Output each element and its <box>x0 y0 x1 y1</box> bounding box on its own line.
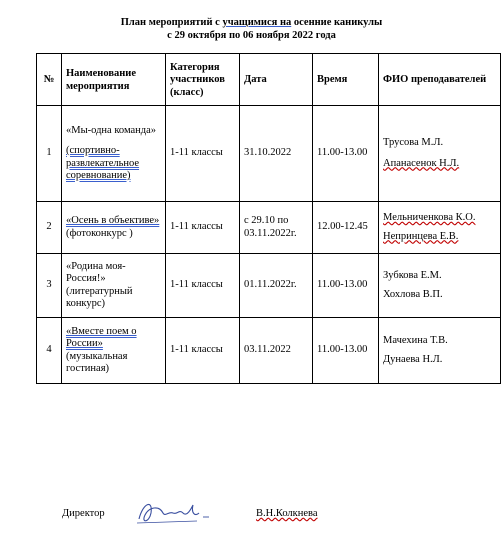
teachers-cell <box>379 202 501 254</box>
time-cell: 11.00-13.00 <box>313 254 379 318</box>
event-name: «Родина моя-Россия!» <box>66 260 126 284</box>
teacher-name: Непринцева Е.В. <box>383 230 459 242</box>
header-date: Дата <box>240 54 313 106</box>
teachers-cell <box>379 318 501 384</box>
event-note: (музыкальная гостиная) <box>66 350 128 374</box>
time-cell: 11.00-13.00 <box>313 106 379 202</box>
director-name-text: В.Н.Колкнева <box>256 508 318 519</box>
header-name: Наименование мероприятия <box>62 54 166 106</box>
event-name-cell <box>62 106 166 202</box>
date-cell: 01.11.2022г. <box>240 254 313 318</box>
time-cell: 12.00-12.45 <box>313 202 379 254</box>
row-num: 1 <box>37 106 62 202</box>
event-note: (спортивно-развлекательное соревнование) <box>66 145 140 181</box>
header-category: Категория участников (класс) <box>166 54 240 106</box>
title-text-underlined: учащимися на <box>222 17 292 28</box>
row-num: 4 <box>37 318 62 384</box>
director-label: Директор <box>62 508 105 519</box>
event-name: «Мы-одна команда» <box>66 124 157 136</box>
teacher-name: Трусова М.Л. <box>383 137 444 148</box>
event-name-cell <box>62 254 166 318</box>
event-name: «Вместе поем о России» <box>66 325 137 349</box>
table-row <box>37 202 501 254</box>
row-num: 3 <box>37 254 62 318</box>
header-teachers: ФИО преподавателей <box>379 54 501 106</box>
teacher-name: Зубкова Е.М. <box>383 270 442 281</box>
table-row <box>37 106 501 202</box>
date-cell: с 29.10 по 03.11.2022г. <box>240 202 313 254</box>
signature-image <box>133 495 213 529</box>
teacher-name: Дунаева Н.Л. <box>383 353 443 365</box>
teacher-name: Хохлова В.П. <box>383 288 443 300</box>
time-cell: 11.00-13.00 <box>313 318 379 384</box>
date-cell: 03.11.2022 <box>240 318 313 384</box>
table-row <box>37 254 501 318</box>
director-name <box>256 508 318 519</box>
teachers-cell <box>379 254 501 318</box>
document-title <box>0 16 503 42</box>
events-table <box>36 53 501 384</box>
teacher-name: Апанасенок Н.Л. <box>383 157 460 169</box>
category-cell: 1-11 классы <box>166 202 240 254</box>
event-name: «Осень в объективе» <box>66 215 160 226</box>
title-text-end: осенние каникулы <box>291 17 383 28</box>
event-name-cell <box>62 202 166 254</box>
title-line-1 <box>0 16 503 29</box>
event-note: (литературный конкурс) <box>66 285 133 309</box>
event-note: (фотоконкурс ) <box>66 227 133 239</box>
title-line-2: с 29 октября по 06 ноября 2022 года <box>167 30 336 41</box>
teacher-name: Мельниченкова К.О. <box>383 212 476 223</box>
category-cell: 1-11 классы <box>166 254 240 318</box>
category-cell: 1-11 классы <box>166 106 240 202</box>
event-name-cell <box>62 318 166 384</box>
table-header-row <box>37 54 501 106</box>
table-row <box>37 318 501 384</box>
teachers-cell <box>379 106 501 202</box>
row-num: 2 <box>37 202 62 254</box>
date-cell: 31.10.2022 <box>240 106 313 202</box>
teacher-name: Мачехина Т.В. <box>383 335 448 346</box>
title-text-start: План мероприятий с <box>120 17 223 28</box>
header-time: Время <box>313 54 379 106</box>
category-cell: 1-11 классы <box>166 318 240 384</box>
header-num: № <box>37 54 62 106</box>
